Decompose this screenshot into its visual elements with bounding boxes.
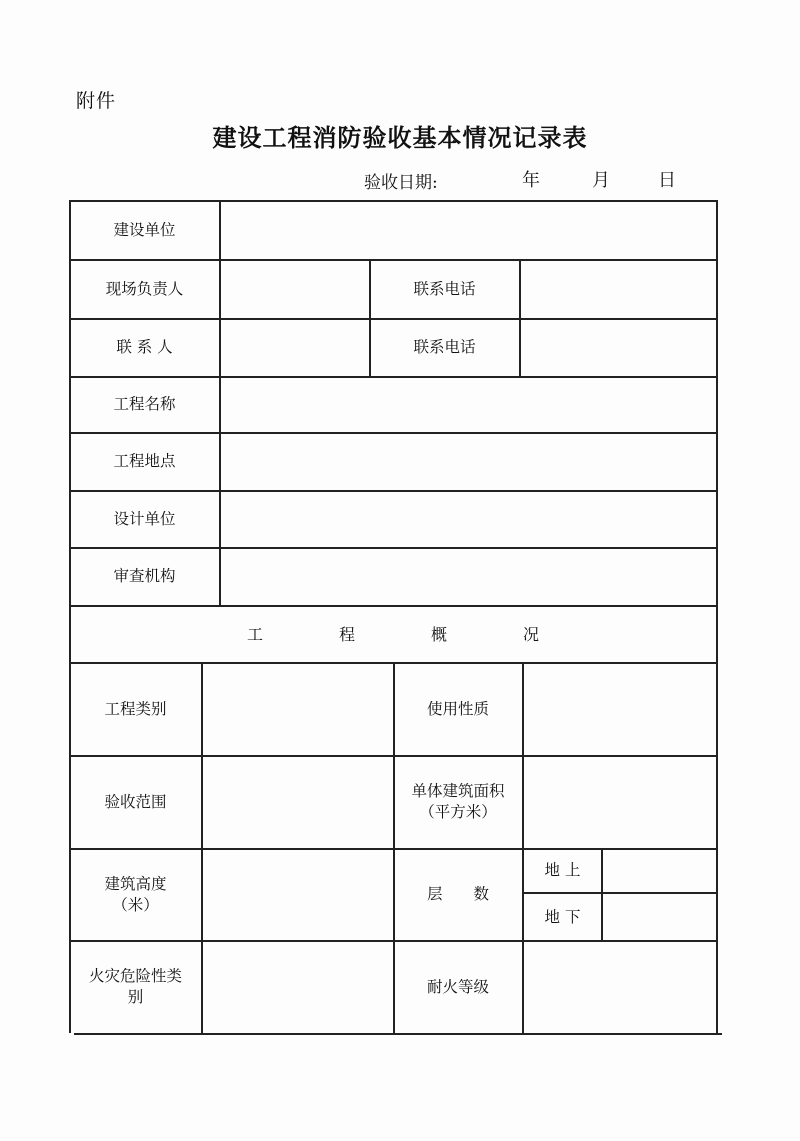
fire-resistance-label: 耐火等级 xyxy=(426,977,489,996)
building-height-label-cell xyxy=(70,849,201,940)
fire-hazard-label-cell xyxy=(70,941,201,1033)
below-ground-floors-field[interactable] xyxy=(603,894,716,940)
fire-resistance-field[interactable] xyxy=(524,941,716,1033)
below-ground-label: 地 下 xyxy=(544,907,581,926)
project-name-field[interactable] xyxy=(221,377,716,432)
fire-hazard-field[interactable] xyxy=(203,941,393,1033)
fire-hazard-label-line2: 别 xyxy=(127,988,144,1006)
project-location-field[interactable] xyxy=(221,433,716,490)
building-area-label-cell xyxy=(394,756,522,848)
site-manager-label: 现场负责人 xyxy=(105,279,184,298)
section-title-char: 程 xyxy=(338,624,355,644)
review-agency-label: 审查机构 xyxy=(113,567,176,585)
project-overview-section-title xyxy=(70,606,716,662)
project-category-field[interactable] xyxy=(203,663,393,755)
date-day-label: 日 xyxy=(658,170,676,191)
attachment-label: 附件 xyxy=(76,90,117,112)
form-title: 建设工程消防验收基本情况记录表 xyxy=(212,124,588,152)
contact-phone-field[interactable] xyxy=(521,319,716,376)
acceptance-scope-label: 验收范围 xyxy=(104,792,167,811)
fire-hazard-label-line1: 火灾危险性类 xyxy=(88,967,182,985)
table-border-right xyxy=(716,200,718,1033)
section-title-char: 概 xyxy=(431,624,448,644)
site-manager-field[interactable] xyxy=(221,260,369,318)
contact-phone-label: 联系电话 xyxy=(413,338,476,356)
building-area-field[interactable] xyxy=(524,756,716,848)
review-agency-field[interactable] xyxy=(221,548,716,605)
date-year-label: 年 xyxy=(522,170,540,191)
construction-unit-label: 建设单位 xyxy=(113,220,176,239)
floors-label: 层 数 xyxy=(426,885,489,903)
building-area-unit: （平方米） xyxy=(419,803,497,821)
table-border-bottom xyxy=(74,1033,722,1035)
date-month-label: 月 xyxy=(592,170,610,191)
construction-unit-field[interactable] xyxy=(221,201,716,259)
building-height-field[interactable] xyxy=(203,849,393,940)
usage-nature-label: 使用性质 xyxy=(426,699,489,718)
above-ground-floors-field[interactable] xyxy=(603,849,716,892)
section-title-char: 工 xyxy=(246,624,263,644)
building-height-unit: （米） xyxy=(112,895,159,914)
design-unit-label: 设计单位 xyxy=(113,509,176,528)
above-ground-label: 地 上 xyxy=(544,861,581,879)
design-unit-field[interactable] xyxy=(221,491,716,547)
project-category-label: 工程类别 xyxy=(104,699,167,718)
site-manager-phone-field[interactable] xyxy=(521,260,716,318)
contact-person-label: 联 系 人 xyxy=(116,338,173,356)
acceptance-scope-field[interactable] xyxy=(203,756,393,848)
project-location-label: 工程地点 xyxy=(113,452,176,470)
contact-person-field[interactable] xyxy=(221,319,369,376)
building-area-label: 单体建筑面积 xyxy=(411,782,505,800)
building-height-label: 建筑高度 xyxy=(104,874,167,893)
project-name-label: 工程名称 xyxy=(113,395,176,413)
acceptance-date-label: 验收日期: xyxy=(364,173,438,193)
usage-nature-field[interactable] xyxy=(524,663,716,755)
section-title-char: 况 xyxy=(523,624,540,644)
site-manager-phone-label: 联系电话 xyxy=(413,279,476,298)
